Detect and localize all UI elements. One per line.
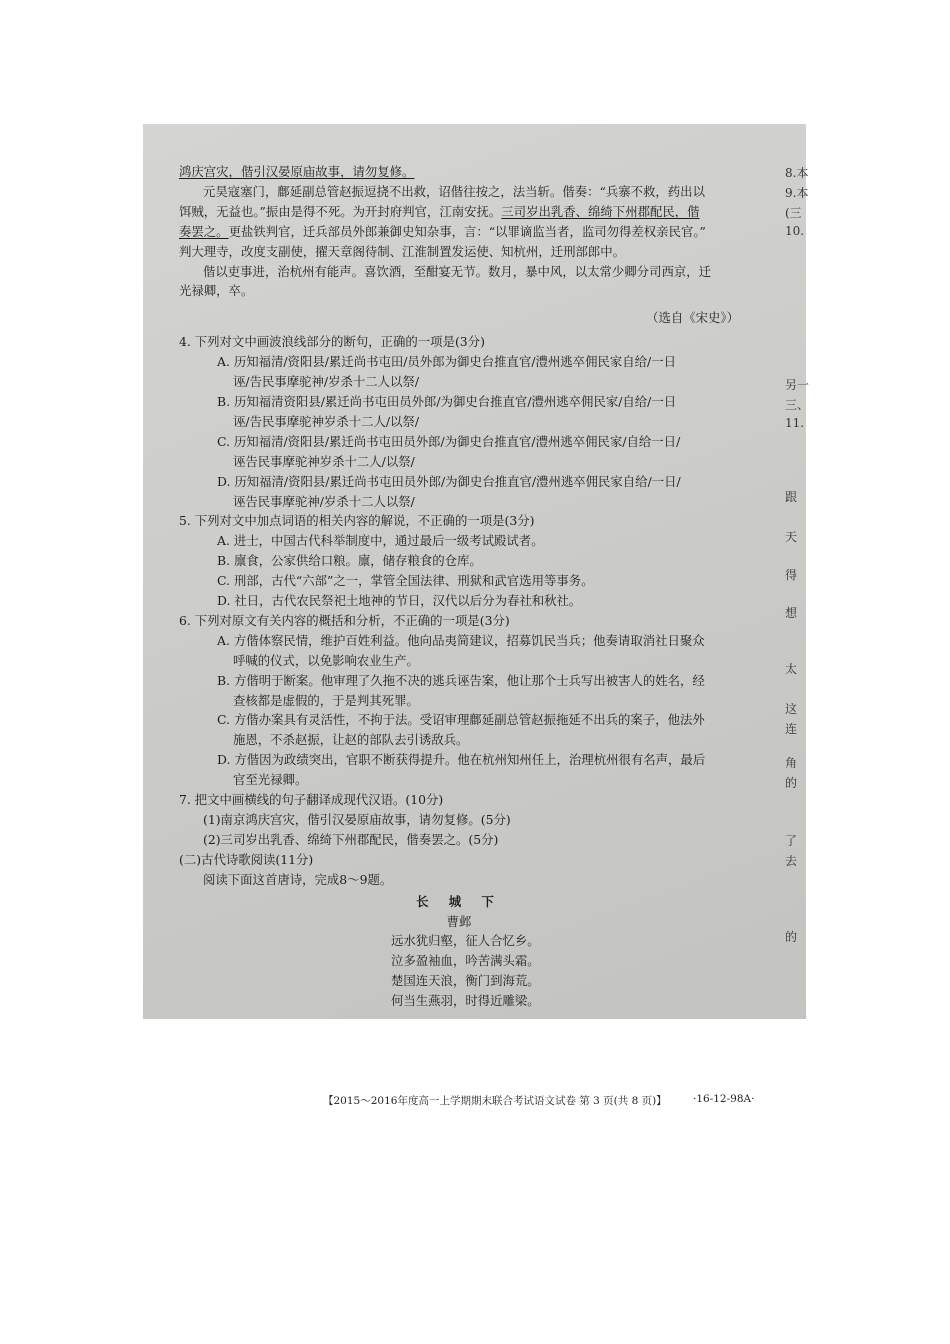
passage-line-6: 光禄卿，卒。 xyxy=(179,283,254,299)
passage-source: （选自《宋史》） xyxy=(646,310,739,326)
page-footer: 【2015～2016年度高一上学期期末联合考试语文试卷 第 3 页(共 8 页)】 xyxy=(323,1095,667,1107)
q4-option: 诬告民事摩驼神/岁杀十二人以祭/ xyxy=(233,493,415,509)
edge-glyph: 连 xyxy=(785,722,798,736)
section-heading: (二)古代诗歌阅读(11分) xyxy=(179,851,314,867)
underlined-sentence: 三司岁出乳香、绵绮下州郡配民，偕 xyxy=(501,203,700,219)
passage-line-3: 奏罢之。更盐铁判官，迁兵部员外郎兼御史知杂事，言：“以罪谪监当者，监司勿得差权亲民官。” xyxy=(179,223,706,239)
q6-option: 施恩，不杀赵振，让赵的部队去引诱敌兵。 xyxy=(233,732,469,748)
edge-glyph: 11. xyxy=(785,416,805,430)
scanned-page-photo xyxy=(143,124,810,1107)
edge-glyph: 8.本 xyxy=(785,166,809,180)
q6-option: A. 方偕体察民情，维护百姓利益。他向品夷简建议，招募饥民当兵；他奏请取消社日聚众 xyxy=(217,632,705,648)
poem-author: 曹邺 xyxy=(446,913,472,929)
poem-line: 泣多盈袖血，吟苦满头霜。 xyxy=(391,953,540,969)
poem-title: 长 城 下 xyxy=(416,893,502,909)
edge-glyph: 的 xyxy=(785,930,798,944)
q6-option: 呼喊的仪式，以免影响农业生产。 xyxy=(233,652,419,668)
q5-option: C. 刑部，古代“六部”之一，掌管全国法律、刑狱和武官选用等事务。 xyxy=(217,573,594,589)
q6-option: D. 方偕因为政绩突出，官职不断获得提升。他在杭州知州任上，治理杭州很有名声，最后 xyxy=(217,752,706,768)
edge-glyph: 去 xyxy=(785,854,798,868)
q5-option: A. 进士，中国古代科举制度中，通过最后一级考试殿试者。 xyxy=(217,533,544,549)
q6-stem: 6. 下列对原文有关内容的概括和分析，不正确的一项是(3分) xyxy=(179,612,510,628)
passage-line-5: 偕以吏事进，治杭州有能声。喜饮酒，至酣宴无节。数月，暴中风，以太常少卿分司西京，迁 xyxy=(203,263,712,279)
passage-line-1: 元昊寇塞门，鄜延副总管赵振逗挠不出救，诏偕往按之，法当斩。偕奏：“兵寨不救，药出以 xyxy=(203,183,705,199)
q4-option: D. 历知福清/资阳县/累迁尚书屯田员外郎/为御史台推直官/澧州逃卒佣民家自给/一日/ xyxy=(217,473,681,489)
edge-glyph: 的 xyxy=(785,776,798,790)
q7-item: (1)南京鸿庆宫灾，偕引汉晏原庙故事，请勿复修。(5分) xyxy=(203,812,511,827)
q5-option: D. 社日，古代农民祭祀土地神的节日，汉代以后分为春社和秋社。 xyxy=(217,593,582,609)
q6-option: 官至光禄卿。 xyxy=(233,772,308,788)
poem-line: 远水犹归壑，征人合忆乡。 xyxy=(391,933,540,949)
poem-line: 何当生燕羽，时得近雕梁。 xyxy=(391,993,540,1009)
q4-option: 诬/告民事摩驼神/岁杀十二人以祭/ xyxy=(233,374,419,390)
q4-option: A. 历知福清/资阳县/累迁尚书屯田/员外郎为御史台推直官/澧州逃卒佣民家自给/一日 xyxy=(217,354,676,370)
passage-line-4: 判大理寺，改度支副使，擢天章阁待制、江淮制置发运使、知杭州，迁刑部郎中。 xyxy=(179,243,626,259)
q6-option: C. 方偕办案具有灵活性，不拘于法。受诏审理鄜延副总管赵振拖延不出兵的案子，他法外 xyxy=(217,712,705,728)
edge-glyph: 了 xyxy=(785,834,798,848)
q4-option: 诬/告民事摩驼神岁杀十二人/以祭/ xyxy=(233,413,419,429)
edge-glyph: 太 xyxy=(785,662,798,676)
section-instruction: 阅读下面这首唐诗，完成8～9题。 xyxy=(203,871,393,887)
underlined-sentence: 奏罢之。 xyxy=(179,223,229,239)
q4-stem: 4. 下列对文中画波浪线部分的断句，正确的一项是(3分) xyxy=(179,334,485,350)
q6-option: 查核都是虚假的，于是判其死罪。 xyxy=(233,692,419,708)
q6-option: B. 方偕明于断案。他审理了久拖不决的逃兵诬告案，他让那个士兵写出被害人的姓名，经 xyxy=(217,672,705,688)
exam-text-column xyxy=(179,162,739,1011)
page-code: ·16-12-98A· xyxy=(693,1093,755,1105)
q5-option: B. 廪食，公家供给口粮。廪，储存粮食的仓库。 xyxy=(217,553,482,569)
passage-line-0: 鸿庆宫灾，偕引汉晏原庙故事，请勿复修。 xyxy=(179,164,415,179)
q7-item: (2)三司岁出乳香、绵绮下州郡配民，偕奏罢之。(5分) xyxy=(203,831,499,847)
passage-line-2: 饵贼，无益也。”振由是得不死。为开封府判官，江南安抚。三司岁出乳香、绵绮下州郡配民，偕 xyxy=(179,203,700,219)
poem-line: 楚国连天浪，衡门到海荒。 xyxy=(391,973,540,989)
edge-glyph: 三、 xyxy=(785,398,810,412)
edge-glyph: 得 xyxy=(785,568,798,582)
q4-option: 诬告民事摩驼神岁杀十二人/以祭/ xyxy=(233,453,415,469)
edge-glyph: 想 xyxy=(785,606,798,620)
q4-option: B. 历知福清资阳县/累迁尚书屯田员外郎/为御史台推直官/澧州逃卒佣民家/自给/一日 xyxy=(217,393,677,409)
edge-glyph: 角 xyxy=(785,756,798,770)
edge-glyph: 9.本 xyxy=(785,186,809,200)
edge-glyph: 这 xyxy=(785,702,798,716)
q4-option: C. 历知福清/资阳县/累迁尚书屯田员外郎/为御史台推直官/澧州逃卒佣民家/自给一日/ xyxy=(217,433,681,449)
edge-glyph: 另一 xyxy=(785,378,810,392)
edge-glyph: 10. xyxy=(785,224,805,238)
q7-stem: 7. 把文中画横线的句子翻译成现代汉语。(10分) xyxy=(179,792,444,808)
edge-glyph: 跟 xyxy=(785,490,798,504)
edge-glyph: 天 xyxy=(785,530,798,544)
edge-glyph: (三 xyxy=(785,206,802,220)
q5-stem: 5. 下列对文中加点词语的相关内容的解说，不正确的一项是(3分) xyxy=(179,513,535,529)
